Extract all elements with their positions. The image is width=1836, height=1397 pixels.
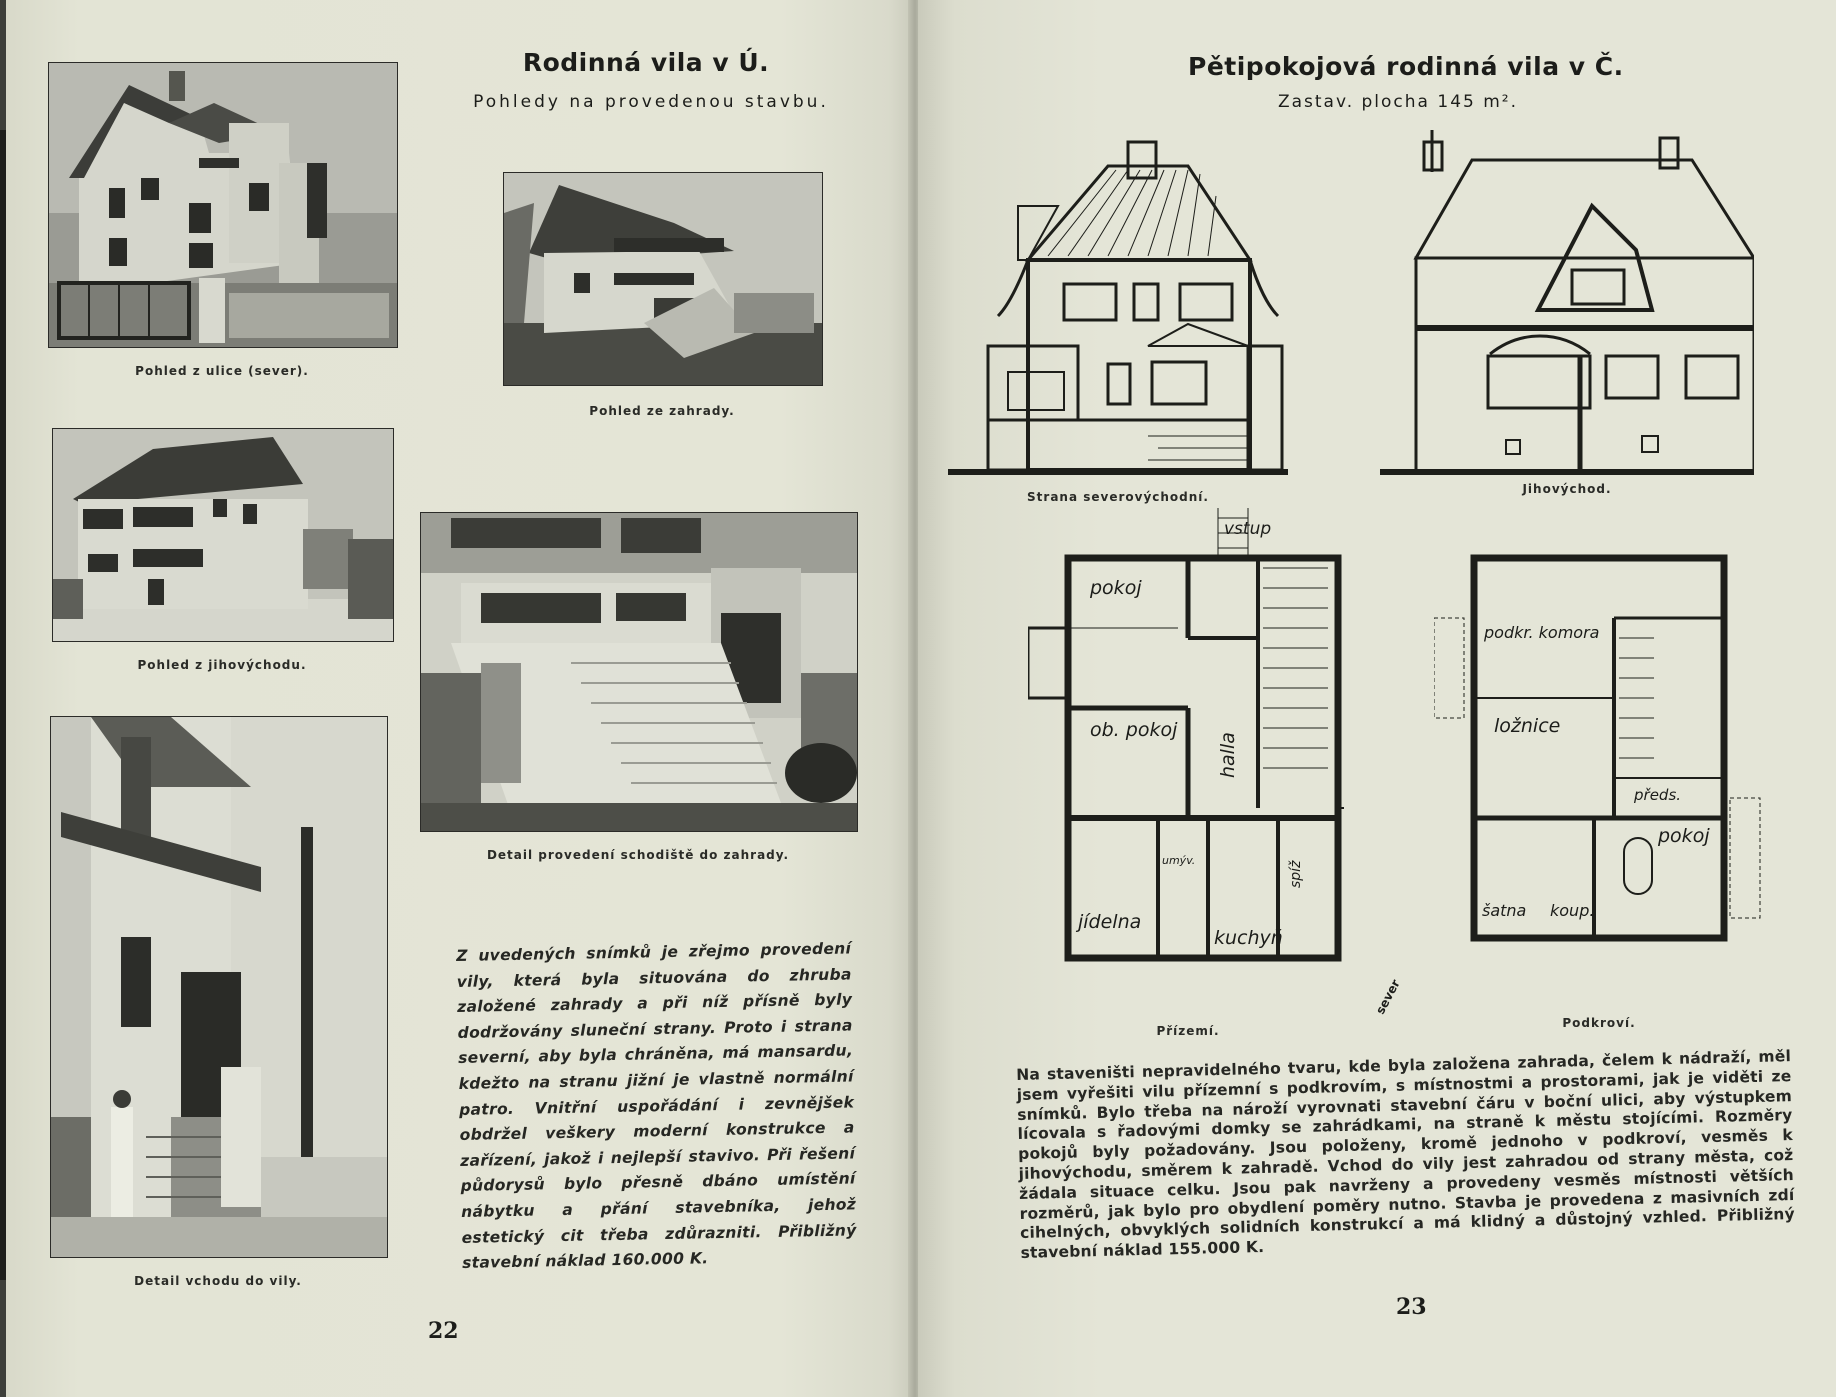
caption-street-view: Pohled z ulice (sever).	[135, 364, 309, 378]
plan-label-koupelna: koup.	[1550, 901, 1595, 920]
right-page-title: Pětipokojová rodinná vila v Č.	[1188, 52, 1624, 81]
photo-stairs-detail	[420, 512, 858, 832]
plan-label-halla: halla	[1217, 732, 1239, 778]
ground-floor-plan	[1028, 508, 1348, 1008]
attic-floor-plan	[1434, 538, 1764, 968]
plan-label-jidelna: jídelna	[1078, 911, 1142, 933]
caption-southeast-elevation: Jihovýchod.	[1522, 482, 1612, 496]
left-page	[6, 0, 916, 1397]
right-page	[918, 0, 1836, 1397]
caption-northeast-elevation: Strana severovýchodní.	[1027, 490, 1209, 504]
plan-label-ob-pokoj: ob. pokoj	[1090, 719, 1178, 741]
caption-entrance-detail: Detail vchodu do vily.	[134, 1274, 302, 1288]
left-page-title: Rodinná vila v Ú.	[522, 48, 770, 77]
plan-label-pokoj: pokoj	[1090, 577, 1142, 599]
photo-street-view	[48, 62, 398, 348]
left-page-body-text: Z uvedených snímků je zřejmo provedení vily, která byla situována do zhruba založené zahrady a při níž přísně byly dodržovány sluneční strany. Proto i strana severní, aby byla chráněna, má mansardu, kdežto na stranu jižní je vlastně normální patro. Vnitřní uspořádání i zevnějšek obdržel veškery moderní konstrukce a zařízení, jakož i nejlepší stavivo. Při řešení půdorysů bylo přesně dbáno umístění nábytku a přání stavebníka, jehož estetický cit třeba zdůrazniti. Přibližný stavební náklad 160.000 K.	[456, 939, 857, 1273]
plan-label-loznice: ložnice	[1494, 715, 1561, 737]
elevation-northeast-drawing	[948, 136, 1288, 480]
caption-ground-floor: Přízemí.	[1156, 1024, 1220, 1038]
caption-stairs-detail: Detail provedení schodiště do zahrady.	[486, 848, 790, 862]
plan-label-attic-pokoj: pokoj	[1658, 825, 1710, 847]
caption-southeast-view: Pohled z jihovýchodu.	[137, 658, 307, 672]
plan-label-podkrovni-komora: podkr. komora	[1484, 623, 1600, 642]
caption-attic-floor: Podkroví.	[1562, 1016, 1636, 1030]
photo-entrance-detail	[50, 716, 388, 1258]
photo-southeast-view	[52, 428, 394, 642]
photo-garden-view	[503, 172, 823, 386]
caption-garden-view: Pohled ze zahrady.	[589, 404, 735, 418]
plan-label-vstup: vstup	[1224, 519, 1272, 539]
right-page-body-text: Na staveništi nepravidelného tvaru, kde byla založena zahrada, čelem k nádraží, měl jsem vyřešiti vilu přízemní s podkrovím, s místnostmi a prostorami, jak je viděti ze snímků. Bylo třeba na nároží vyrovnati stavební čáru v boční ulici, aby výstupkem lícovala s řadovými domky se zahrádkami, na straně k městu stojícími. Rozměry pokojů byly požadovány. Jsou položeny, kromě jednoho v podkroví, vesměs k jihovýchodu, směrem k zahradě. Vchod do vily jest zahradou od strany města, což žádala situace celku. Jsou pak navrženy a provedeny vesměs místnosti větších rozměrů, jak bylo pro obydlení poměry nutno. Stavba je provedena z masivních zdí cihelných, obvyklých solidních konstrukcí a má klidný a důstojný vzhled. Přibližný stavební náklad 155.000 K.	[1016, 1047, 1796, 1263]
elevation-southeast-drawing	[1380, 120, 1754, 480]
left-page-subtitle: Pohledy na provedenou stavbu.	[473, 92, 829, 112]
north-arrow-label: sever	[1373, 977, 1403, 1017]
right-page-subtitle: Zastav. plocha 145 m².	[1277, 92, 1519, 112]
plan-label-umyv: umýv.	[1162, 854, 1196, 867]
plan-label-kuchyn: kuchyň	[1214, 927, 1283, 949]
page-number-22: 22	[428, 1318, 459, 1344]
plan-label-satna: šatna	[1482, 901, 1527, 920]
plan-label-predsin: předs.	[1634, 786, 1682, 804]
plan-label-spiz: spíž	[1288, 860, 1304, 888]
page-number-23: 23	[1396, 1294, 1427, 1320]
